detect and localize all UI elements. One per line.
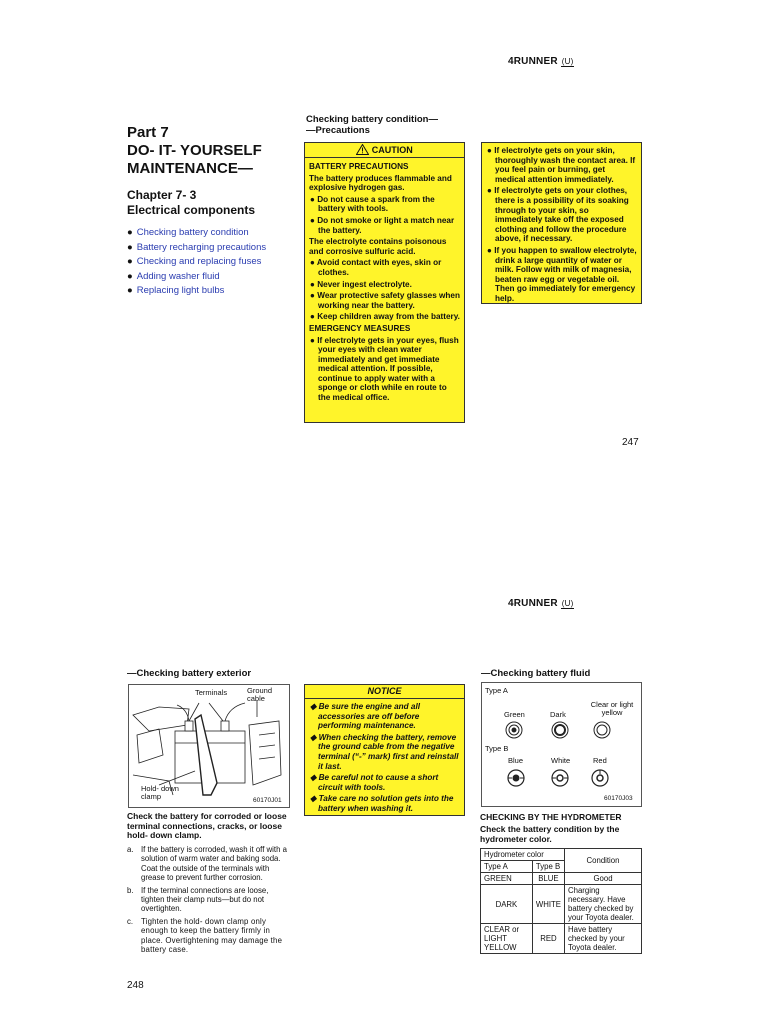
- indicator-clear-icon: [594, 722, 610, 738]
- precaution-item: ● Do not smoke or light a match near the battery.: [310, 215, 455, 235]
- exterior-step: a. If the battery is corroded, wash it off with a solution of warm water and baking soda. Coat the outside of the terminals with grease to prevent further corrosion.: [127, 845, 287, 883]
- precaution-item: ● Keep children away from the battery.: [310, 312, 460, 322]
- precaution-item: ● Never ingest electrolyte.: [310, 279, 412, 289]
- type-b-label: Type B: [485, 744, 509, 753]
- caution-box: [304, 142, 465, 423]
- emergency-item: ● If electrolyte gets in your eyes, flush your eyes with clean water immediately and get immediate medical attention. If possible, continue to apply water with a sponge or cloth while en route to the medical office.: [310, 335, 459, 403]
- exterior-step: c. Tighten the hold- down clamp only enough to keep the battery firmly in place. Overtightening may damage the battery case.: [127, 916, 283, 955]
- toc-item[interactable]: ● Adding washer fluid: [127, 270, 220, 282]
- precaution-item: ● Do not cause a spark from the battery with tools.: [310, 194, 435, 214]
- fig-label-terminals: Terminals: [195, 688, 228, 697]
- exterior-step: b. If the terminal connections are loose, tighten their clamp nuts—but do not overtighten.: [127, 885, 269, 914]
- notice-item: ◆ When checking the battery, remove the ground cable from the negative terminal (“-” mark) first and reinstall it last.: [310, 732, 459, 771]
- table-row: DARK WHITE Charging necessary. Have battery checked by your Toyota dealer.: [481, 885, 642, 924]
- header-model-code: (U): [561, 599, 574, 608]
- type-b-indicators: [482, 767, 642, 791]
- hydrometer-heading: CHECKING BY THE HYDROMETER: [480, 812, 622, 822]
- type-a-label: Type A: [485, 686, 508, 695]
- indicator-label-clear: Clear or light yellow: [590, 700, 634, 717]
- part-subtitle-2: MAINTENANCE—: [127, 160, 253, 177]
- part-title: Part 7: [127, 124, 169, 141]
- exterior-section-title: —Checking battery exterior: [127, 668, 252, 679]
- fig-code: 60170J01: [253, 797, 282, 804]
- fig-code: 60170J03: [604, 795, 633, 802]
- toc-list: [127, 226, 297, 299]
- page-number-247: 247: [622, 437, 639, 448]
- notice-item: ◆ Be careful not to cause a short circuit with tools.: [310, 773, 439, 792]
- toc-item[interactable]: ● Checking and replacing fuses: [127, 256, 262, 267]
- header-model-code: (U): [561, 57, 574, 66]
- indicator-label-dark: Dark: [550, 710, 566, 719]
- toc-item[interactable]: ● Checking battery condition: [127, 227, 249, 238]
- header-model: 4RUNNER: [508, 598, 558, 609]
- chapter-subtitle: Electrical components: [127, 203, 256, 217]
- table-header-condition: Condition: [565, 849, 642, 873]
- page1-header: [508, 56, 574, 67]
- precaution-item: ● Avoid contact with eyes, skin or clothes.: [310, 258, 442, 277]
- indicator-label-red: Red: [593, 756, 607, 765]
- battery-precautions-heading: BATTERY PRECAUTIONS: [309, 162, 409, 171]
- warning-triangle-icon: [356, 144, 369, 155]
- table-header-type-a: Type A: [481, 861, 533, 873]
- caution-label: CAUTION: [371, 145, 413, 155]
- exterior-intro: Check the battery for corroded or loose terminal connections, cracks, or loose hold- down clamp.: [127, 811, 287, 841]
- part-subtitle-1: DO- IT- YOURSELF: [127, 142, 262, 159]
- indicator-label-white: White: [551, 756, 571, 765]
- caution-bar: [305, 143, 464, 158]
- hydrometer-table: [480, 848, 642, 954]
- precaution-item: ● Wear protective safety glasses when working near the battery.: [310, 291, 460, 310]
- table-row: GREEN BLUE Good: [481, 873, 642, 885]
- hydrometer-figure: [481, 682, 642, 807]
- emergency-item: ● If electrolyte gets on your clothes, there is a possibility of its soaking through to your skin, so immediately take off the exposed clothing and follow the procedure above, if necessary.: [487, 186, 629, 244]
- emergency-heading: EMERGENCY MEASURES: [309, 323, 411, 333]
- notice-bar: NOTICE: [305, 685, 464, 699]
- emergency-item: ● If you happen to swallow electrolyte, drink a large quantity of water or milk. Follow with milk of magnesia, beaten raw egg or vegetable oil. Then go immediately for emergency help.: [487, 245, 637, 303]
- fig-label-ground-cable: Ground cable: [247, 686, 273, 703]
- chapter-title: Chapter 7- 3: [127, 188, 197, 202]
- table-row: CLEAR or LIGHT YELLOW RED Have battery checked by your Toyota dealer.: [481, 924, 642, 954]
- notice-item: ◆ Be sure the engine and all accessories are off before performing maintenance.: [310, 702, 421, 731]
- notice-box: [304, 684, 465, 816]
- type-a-indicators: [482, 718, 642, 744]
- indicator-label-blue: Blue: [508, 756, 524, 765]
- part-heading: [127, 124, 297, 299]
- notice-item: ◆ Take care no solution gets into the battery when washing it.: [310, 794, 454, 813]
- table-header-color: Hydrometer color: [481, 849, 565, 861]
- battery-intro: The battery produces flammable and explosive hydrogen gas.: [309, 173, 452, 193]
- header-model: 4RUNNER: [508, 56, 558, 67]
- toc-item[interactable]: ● Battery recharging precautions: [127, 241, 267, 253]
- hydrometer-intro: Check the battery condition by the hydrometer color.: [480, 824, 620, 844]
- indicator-label-green: Green: [504, 710, 525, 719]
- toc-item[interactable]: ● Replacing light bulbs: [127, 285, 225, 296]
- table-header-row: [481, 849, 642, 861]
- battery-exterior-figure: [128, 684, 290, 808]
- table-header-type-b: Type B: [532, 861, 564, 873]
- section-title: Checking battery condition— —Precautions: [306, 114, 438, 136]
- fig-label-hold-down-clamp: Hold- down clamp: [141, 784, 179, 801]
- electrolyte-intro: The electrolyte contains poisonous and corrosive sulfuric acid.: [309, 237, 447, 256]
- emergency-item: ● If electrolyte gets on your skin, thoroughly wash the contact area. If you feel pain or burning, get medical attention immediately.: [487, 146, 636, 184]
- caution-box-continued: [481, 142, 642, 304]
- exterior-steps: [127, 845, 292, 954]
- page-number-248: 248: [127, 980, 144, 991]
- page2-header: [508, 598, 574, 609]
- fluid-section-title: —Checking battery fluid: [481, 668, 591, 679]
